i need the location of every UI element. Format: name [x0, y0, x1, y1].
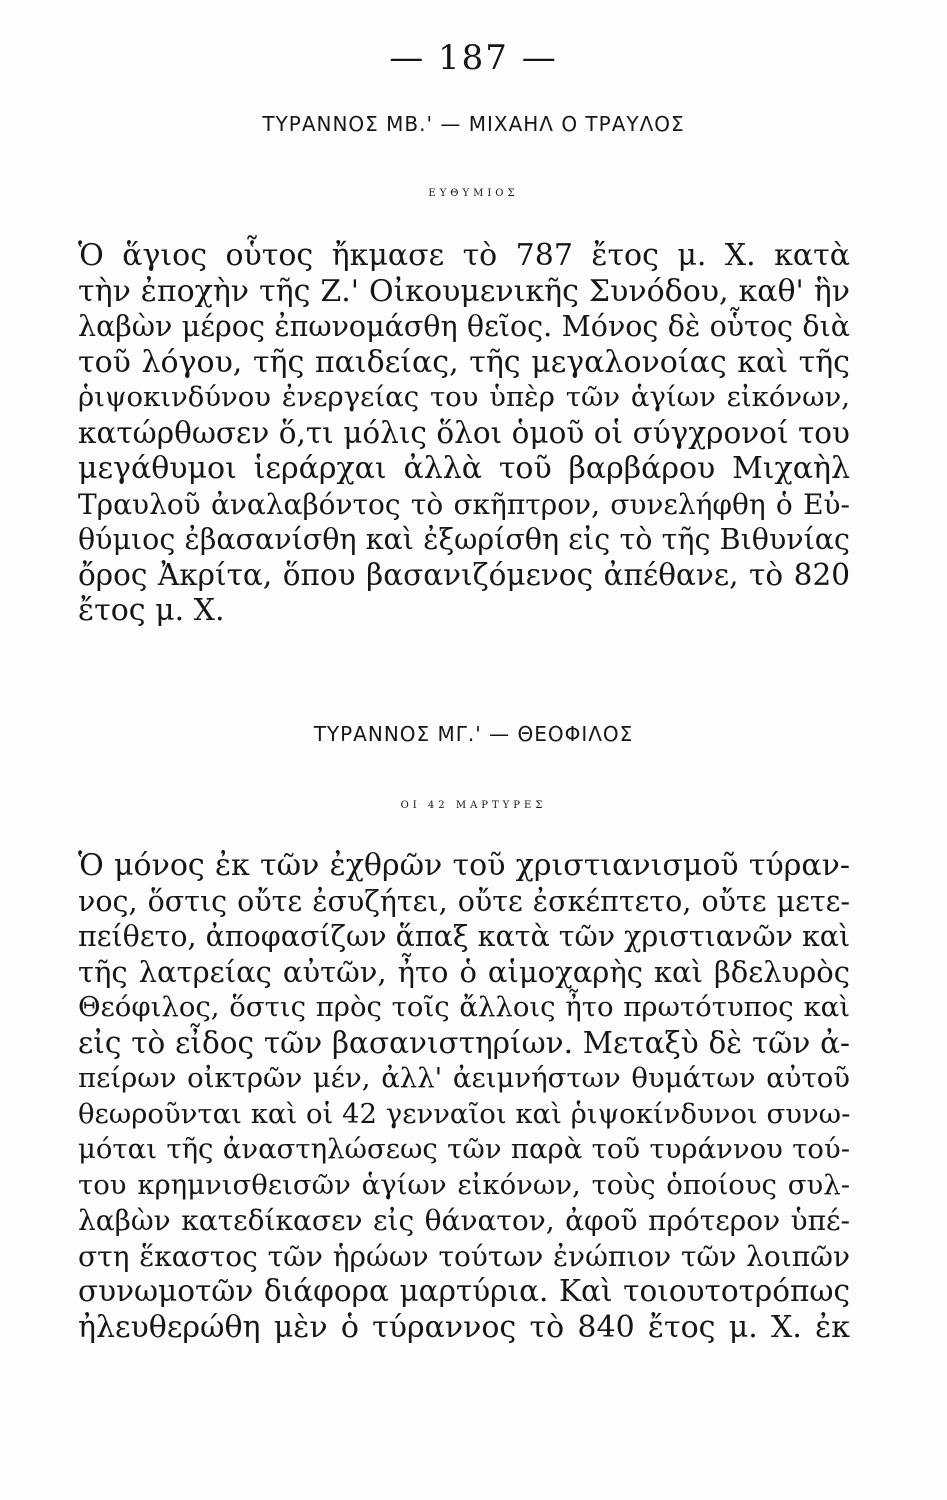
- page-number: — 187 —: [389, 38, 558, 78]
- text-line: μόται τῆς ἀναστηλώσεως τῶν παρὰ τοῦ τυράννου τού-: [78, 1133, 850, 1165]
- text-line: συνωμοτῶν διάφορα μαρτύρια. Καὶ τοιουτοτρόπως: [78, 1274, 850, 1308]
- text-line: τοῦ λόγου, τῆς παιδείας, τῆς μεγαλονοίας καὶ τῆς: [78, 344, 850, 380]
- section-heading-tyrant-43: ΤΥΡΑΝΝΟΣ ΜΓ.' — ΘΕΟΦΙΛΟΣ: [313, 722, 634, 746]
- text-line: Τραυλοῦ ἀναλαβόντος τὸ σκῆπτρον, συνελήφθη ὁ Εὐ-: [78, 487, 850, 521]
- text-line: λαβὼν μέρος ἐπωνομάσθη θεῖος. Μόνος δὲ οὗτος διὰ: [78, 310, 850, 343]
- text-line: νος, ὅστις οὔτε ἐσυζήτει, οὔτε ἐσκέπτετο, οὔτε μετε-: [78, 884, 850, 918]
- text-line: ἔτος μ. Χ.: [78, 593, 225, 628]
- text-line: ἠλευθερώθη μὲν ὁ τύραννος τὸ 840 ἔτος μ. Χ. ἐκ: [78, 1309, 850, 1345]
- text-line: πείρων οἰκτρῶν μέν, ἀλλ' ἀειμνήστων θυμάτων αὐτοῦ: [78, 1062, 850, 1094]
- text-line: μεγάθυμοι ἱεράρχαι ἀλλὰ τοῦ βαρβάρου Μιχαὴλ: [78, 451, 850, 486]
- section-subheading-42-martyrs: ΟΙ 42 ΜΑΡΤΥΡΕΣ: [400, 800, 547, 811]
- text-line: στη ἕκαστος τῶν ἡρώων τούτων ἐνώπιον τῶν λοιπῶν: [78, 1239, 850, 1273]
- text-line: τὴν ἐποχὴν τῆς Ζ.' Οἰκουμενικῆς Συνόδου, καθ' ἣν: [78, 273, 850, 309]
- section-subheading-euthymios: ΕΥΘΥΜΙΟΣ: [428, 188, 519, 199]
- text-line: θύμιος ἐβασανίσθη καὶ ἐξωρίσθη εἰς τὸ τῆς Βιθυνίας: [78, 523, 850, 556]
- text-line: λαβὼν κατεδίκασεν εἰς θάνατον, ἀφοῦ πρότερον ὑπέ-: [78, 1204, 850, 1237]
- text-line: ῥιψοκινδύνου ἐνεργείας του ὑπὲρ τῶν ἁγίων εἰκόνων,: [78, 381, 850, 413]
- body-paragraph-euthymios: [78, 238, 850, 629]
- text-line: εἰς τὸ εἶδος τῶν βασανιστηρίων. Μεταξὺ δὲ τῶν ἀ-: [78, 1025, 850, 1060]
- text-line: του κρημνισθεισῶν ἁγίων εἰκόνων, τοὺς ὁποίους συλ-: [78, 1168, 850, 1201]
- text-line: Ὁ μόνος ἐκ τῶν ἐχθρῶν τοῦ χριστιανισμοῦ τύραν-: [78, 848, 850, 883]
- text-line: Ὁ ἅγιος οὗτος ἤκμασε τὸ 787 ἔτος μ. Χ. κατὰ: [78, 238, 850, 273]
- text-line: Θεόφιλος, ὅστις πρὸς τοῖς ἄλλοις ἦτο πρωτότυπος καὶ: [78, 991, 850, 1023]
- text-line: ὄρος Ἀκρίτα, ὅπου βασανιζόμενος ἀπέθανε, τὸ 820: [78, 557, 850, 592]
- text-line: θεωροῦνται καὶ οἱ 42 γενναῖοι καὶ ῥιψοκίνδυνοι συνω-: [78, 1097, 851, 1130]
- section-heading-tyrant-42: ΤΥΡΑΝΝΟΣ ΜΒ.' — ΜΙΧΑΗΛ Ο ΤΡΑΥΛΟΣ: [262, 112, 685, 136]
- text-line: κατώρθωσεν ὅ,τι μόλις ὅλοι ὁμοῦ οἱ σύγχρονοί του: [78, 415, 850, 450]
- text-line: τῆς λατρείας αὐτῶν, ἦτο ὁ αἱμοχαρὴς καὶ βδελυρὸς: [78, 954, 850, 989]
- text-line: πείθετο, ἀποφασίζων ἅπαξ κατὰ τῶν χριστιανῶν καὶ: [78, 920, 851, 953]
- body-paragraph-42-martyrs: [78, 848, 850, 1345]
